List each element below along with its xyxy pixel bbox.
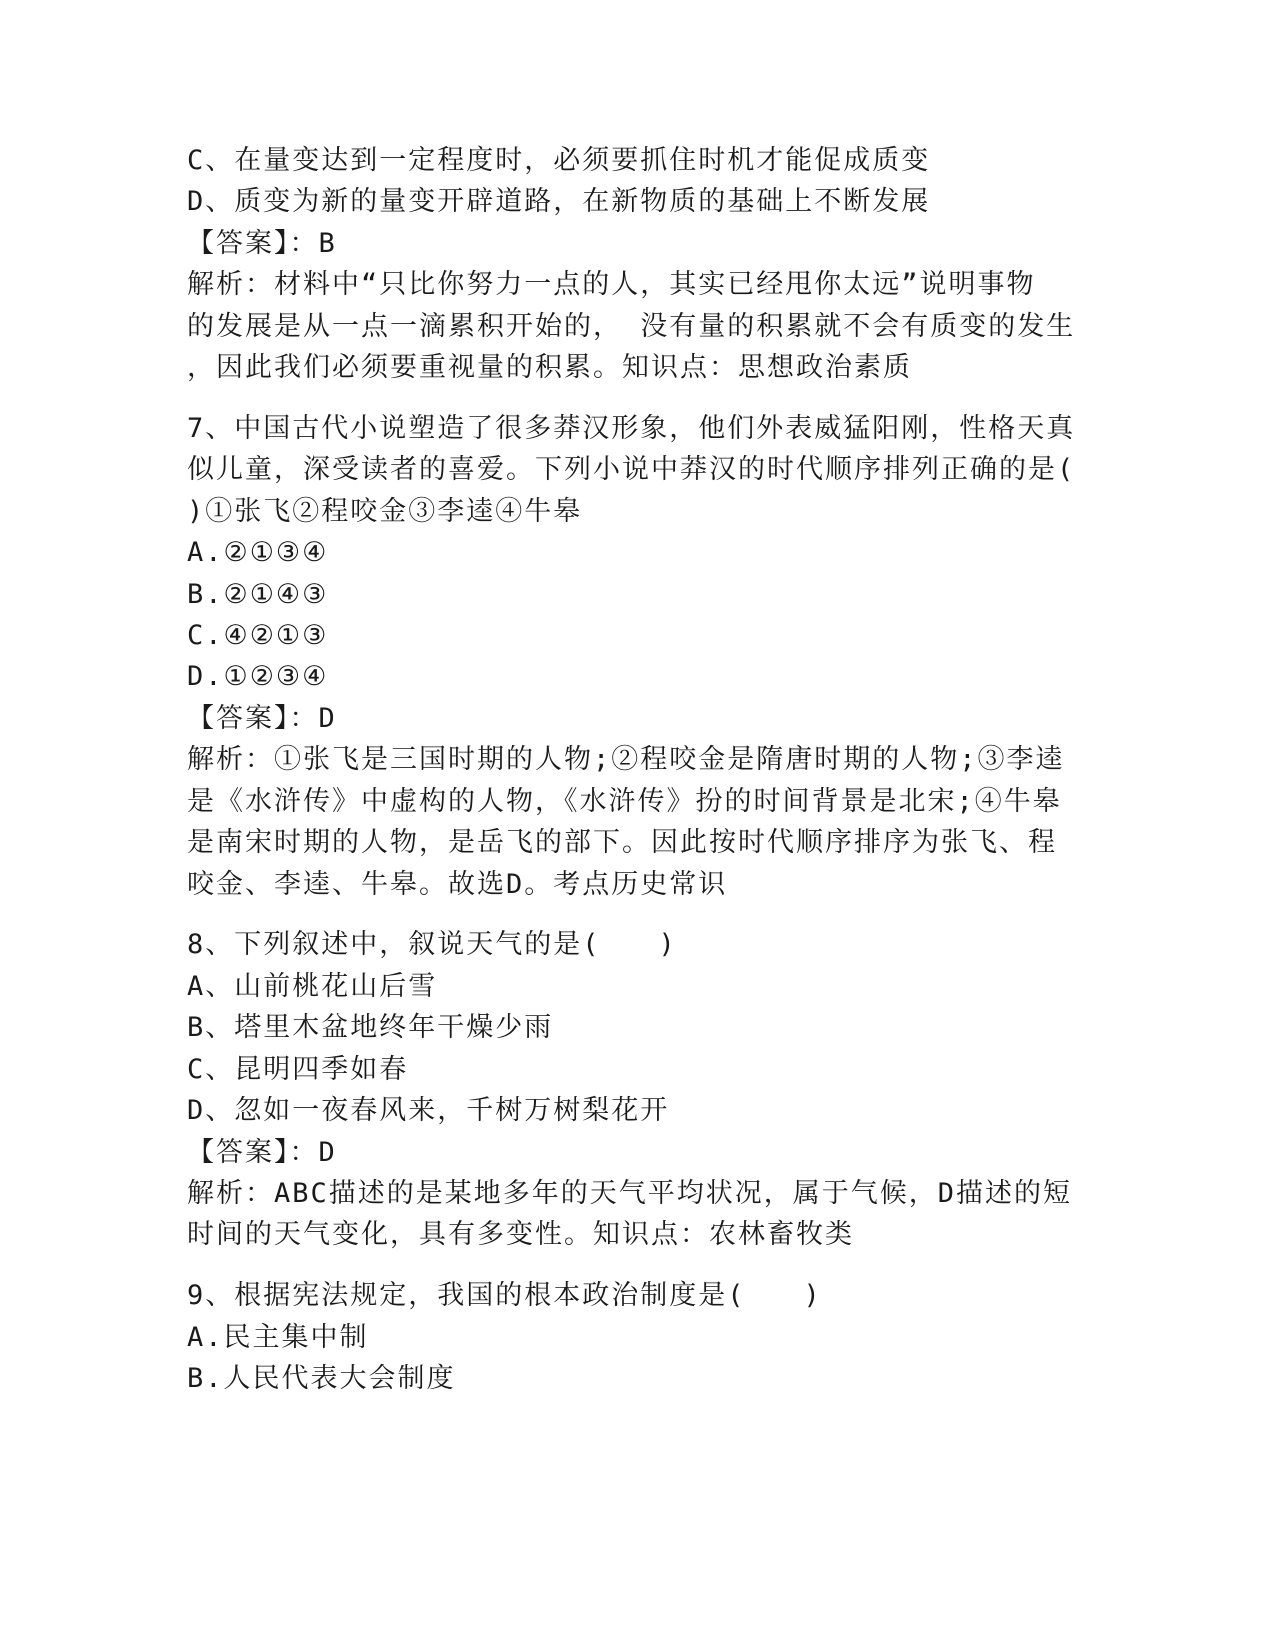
option-b-q7: B.②①④③: [187, 579, 329, 610]
answer-q6: 【答案】：B: [187, 228, 337, 259]
option-a-q9: A.民主集中制: [187, 1322, 369, 1353]
analysis-q6-line2: 的发展是从一点一滴累积开始的， 没有量的积累就不会有质变的发生: [187, 311, 1076, 342]
answer-q7: 【答案】：D: [187, 703, 337, 734]
option-a-q7: A.②①③④: [187, 537, 329, 568]
option-d-q8: D、忽如一夜春风来，千树万树梨花开: [187, 1095, 670, 1126]
question-9: 9、根据宪法规定，我国的根本政治制度是( ): [187, 1280, 822, 1311]
option-d-q7: D.①②③④: [187, 661, 329, 692]
question-7-line3: )①张飞②程咬金③李逵④牛皋: [187, 496, 583, 527]
analysis-q7-line2: 是《水浒传》中虚构的人物，《水浒传》扮的时间背景是北宋;④牛皋: [187, 786, 1062, 817]
analysis-q7-line4: 咬金、李逵、牛皋。故选D。考点历史常识: [187, 869, 728, 900]
option-c-q7: C.④②①③: [187, 620, 329, 651]
option-c-q6: C、在量变达到一定程度时，必须要抓住时机才能促成质变: [187, 145, 931, 176]
analysis-q6-line3: ，因此我们必须要重视量的积累。知识点：思想政治素质: [187, 352, 912, 383]
analysis-q8-line2: 时间的天气变化，具有多变性。知识点：农林畜牧类: [187, 1219, 854, 1250]
answer-q8: 【答案】：D: [187, 1137, 337, 1168]
question-7-line1: 7、中国古代小说塑造了很多莽汉形象，他们外表威猛阳刚，性格天真: [187, 413, 1076, 444]
analysis-q7-line3: 是南宋时期的人物，是岳飞的部下。因此按时代顺序排序为张飞、程: [187, 827, 1057, 858]
question-8: 8、下列叙述中，叙说天气的是( ): [187, 929, 677, 960]
option-c-q8: C、昆明四季如春: [187, 1054, 409, 1085]
question-7-line2: 似儿童，深受读者的喜爱。下列小说中莽汉的时代顺序排列正确的是(: [187, 454, 1076, 485]
option-b-q8: B、塔里木盆地终年干燥少雨: [187, 1012, 554, 1043]
analysis-q6-line1: 解析：材料中“只比你努力一点的人，其实已经甩你太远”说明事物: [187, 269, 1036, 300]
option-d-q6: D、质变为新的量变开辟道路，在新物质的基础上不断发展: [187, 186, 931, 217]
option-b-q9: B.人民代表大会制度: [187, 1363, 456, 1394]
option-a-q8: A、山前桃花山后雪: [187, 971, 438, 1002]
analysis-q7-line1: 解析：①张飞是三国时期的人物;②程咬金是隋唐时期的人物;③李逵: [187, 744, 1065, 775]
analysis-q8-line1: 解析：ABC描述的是某地多年的天气平均状况，属于气候，D描述的短: [187, 1178, 1073, 1209]
